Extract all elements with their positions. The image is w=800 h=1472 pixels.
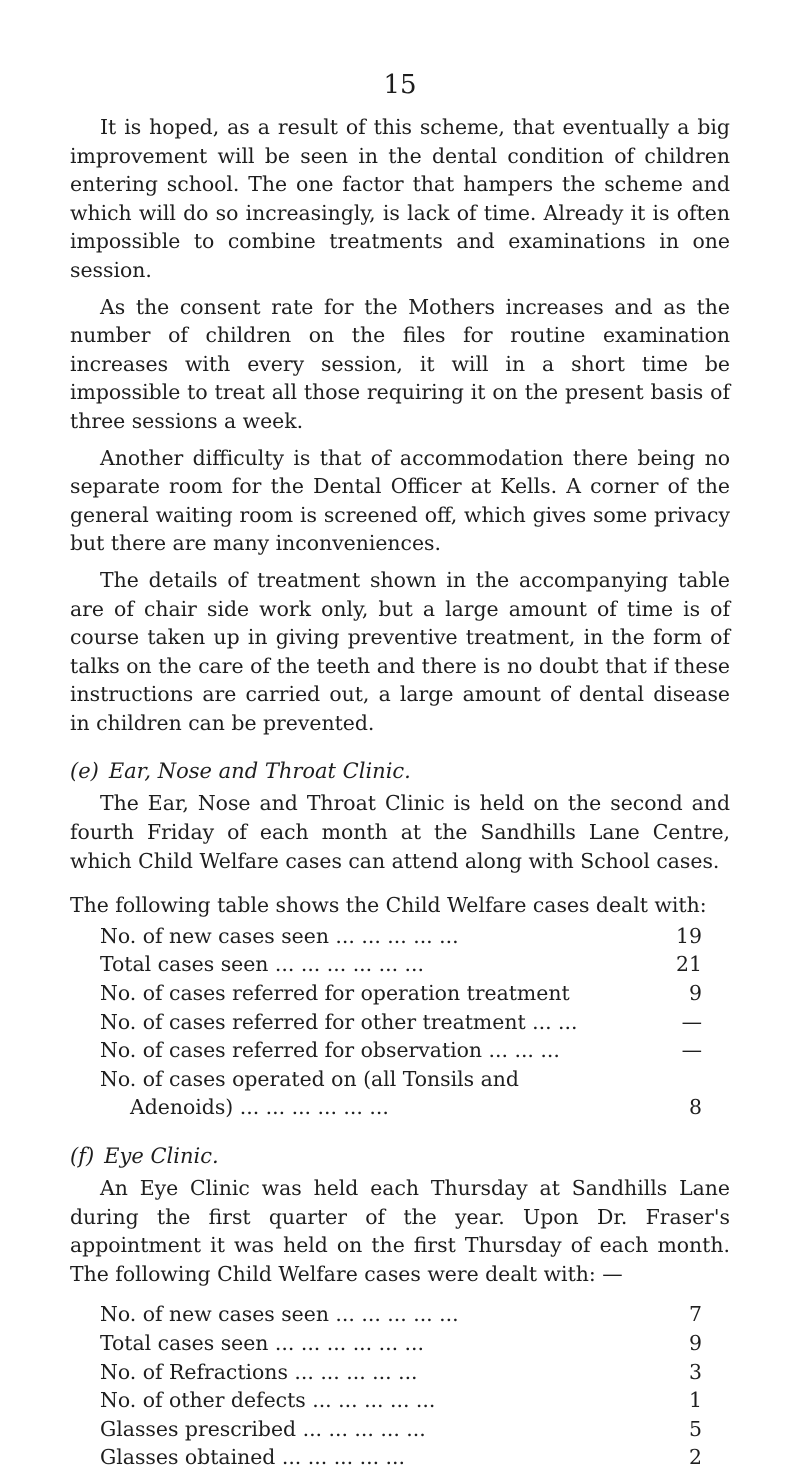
row-value: —	[681, 1009, 702, 1034]
row-label: Total cases seen ... ... ... ... ... ...	[100, 1330, 424, 1355]
paragraph: As the consent rate for the Mothers increases and as the number of children on the files for routine examination increases with every session, it will in a short time be impossible to treat all those requiring it on the present basis of three sessions a week.	[70, 294, 730, 433]
section-heading-e	[70, 757, 730, 786]
row-value: 8	[689, 1095, 702, 1120]
row-label: No. of Refractions ... ... ... ... ...	[100, 1359, 418, 1384]
table-row	[100, 979, 702, 1008]
row-value: 1	[689, 1388, 702, 1413]
ent-clinic-table	[100, 922, 702, 1122]
page-number: 15	[383, 70, 417, 100]
row-value: 2	[689, 1445, 702, 1470]
row-value: —	[681, 1038, 702, 1063]
table-row	[100, 1443, 702, 1472]
row-value: 9	[689, 981, 702, 1006]
eye-clinic-table	[100, 1300, 702, 1472]
row-value: 3	[689, 1359, 702, 1384]
section-body: The Ear, Nose and Throat Clinic is held on the second and fourth Friday of each month at the Sandhills Lane Centre, which Child Welfare cases can attend along with School cases.	[70, 791, 730, 873]
table-row	[100, 1329, 702, 1358]
row-label: Glasses prescribed ... ... ... ... ...	[100, 1416, 426, 1441]
paragraph: It is hoped, as a result of this scheme, that eventually a big improvement will be seen in the dental condition of children entering school. The one factor that hampers the scheme and which will do so increasingly, is lack of time. Already it is often impossible to combine treatments and examinations in one session.	[70, 115, 730, 282]
section-letter: (e)	[70, 759, 99, 784]
table-lead: The following table shows the Child Welfare cases dealt with:	[70, 893, 707, 918]
row-label: Glasses obtained ... ... ... ... ...	[100, 1445, 405, 1470]
paragraph: Another difficulty is that of accommodation there being no separate room for the Dental Officer at Kells. A corner of the general waiting room is screened off, which gives some privacy but there are many inconveniences.	[70, 445, 730, 556]
table-row	[100, 950, 702, 979]
table-row	[100, 1036, 702, 1065]
table-row	[100, 1358, 702, 1387]
section-letter: (f)	[70, 1144, 95, 1168]
row-label: Adenoids) ... ... ... ... ... ...	[130, 1095, 389, 1120]
row-label: No. of other defects ... ... ... ... ...	[100, 1388, 436, 1413]
row-label: Total cases seen ... ... ... ... ... ...	[100, 952, 424, 977]
table-row	[100, 1065, 702, 1094]
row-value: 7	[689, 1302, 702, 1327]
row-label: No. of cases operated on (all Tonsils and	[100, 1066, 519, 1091]
section-title: Eye Clinic.	[104, 1144, 219, 1168]
section-title: Ear, Nose and Throat Clinic.	[108, 759, 411, 784]
row-value: 21	[676, 952, 702, 977]
row-value: 19	[676, 923, 702, 948]
row-value: 5	[689, 1416, 702, 1441]
paragraph: The details of treatment shown in the accompanying table are of chair side work only, but a large amount of time is of course taken up in giving preventive treatment, in the form of talks on the care of the teeth and there is no doubt that if these instructions are carried out, a large amount of dental disease in children can be prevented.	[70, 567, 730, 735]
row-label: No. of cases referred for operation treatment	[100, 981, 570, 1006]
row-label: No. of cases referred for other treatment ... ...	[100, 1009, 578, 1034]
section-body: An Eye Clinic was held each Thursday at Sandhills Lane during the first quarter of the year. Upon Dr. Fraser's appointment it was held on the first Thursday of each month. The following Child Welfare cases were dealt with: —	[70, 1176, 730, 1286]
table-row	[100, 1386, 702, 1415]
section-heading-f	[70, 1142, 730, 1171]
table-row	[100, 1415, 702, 1444]
row-value: 9	[689, 1330, 702, 1355]
row-label: No. of cases referred for observation ... ... ...	[100, 1038, 560, 1063]
table-row	[100, 1093, 702, 1122]
table-row	[100, 922, 702, 951]
page-content	[70, 113, 730, 1472]
table-row	[100, 1008, 702, 1037]
row-label: No. of new cases seen ... ... ... ... ...	[100, 923, 459, 948]
row-label: No. of new cases seen ... ... ... ... ...	[100, 1302, 459, 1327]
table-row	[100, 1300, 702, 1329]
